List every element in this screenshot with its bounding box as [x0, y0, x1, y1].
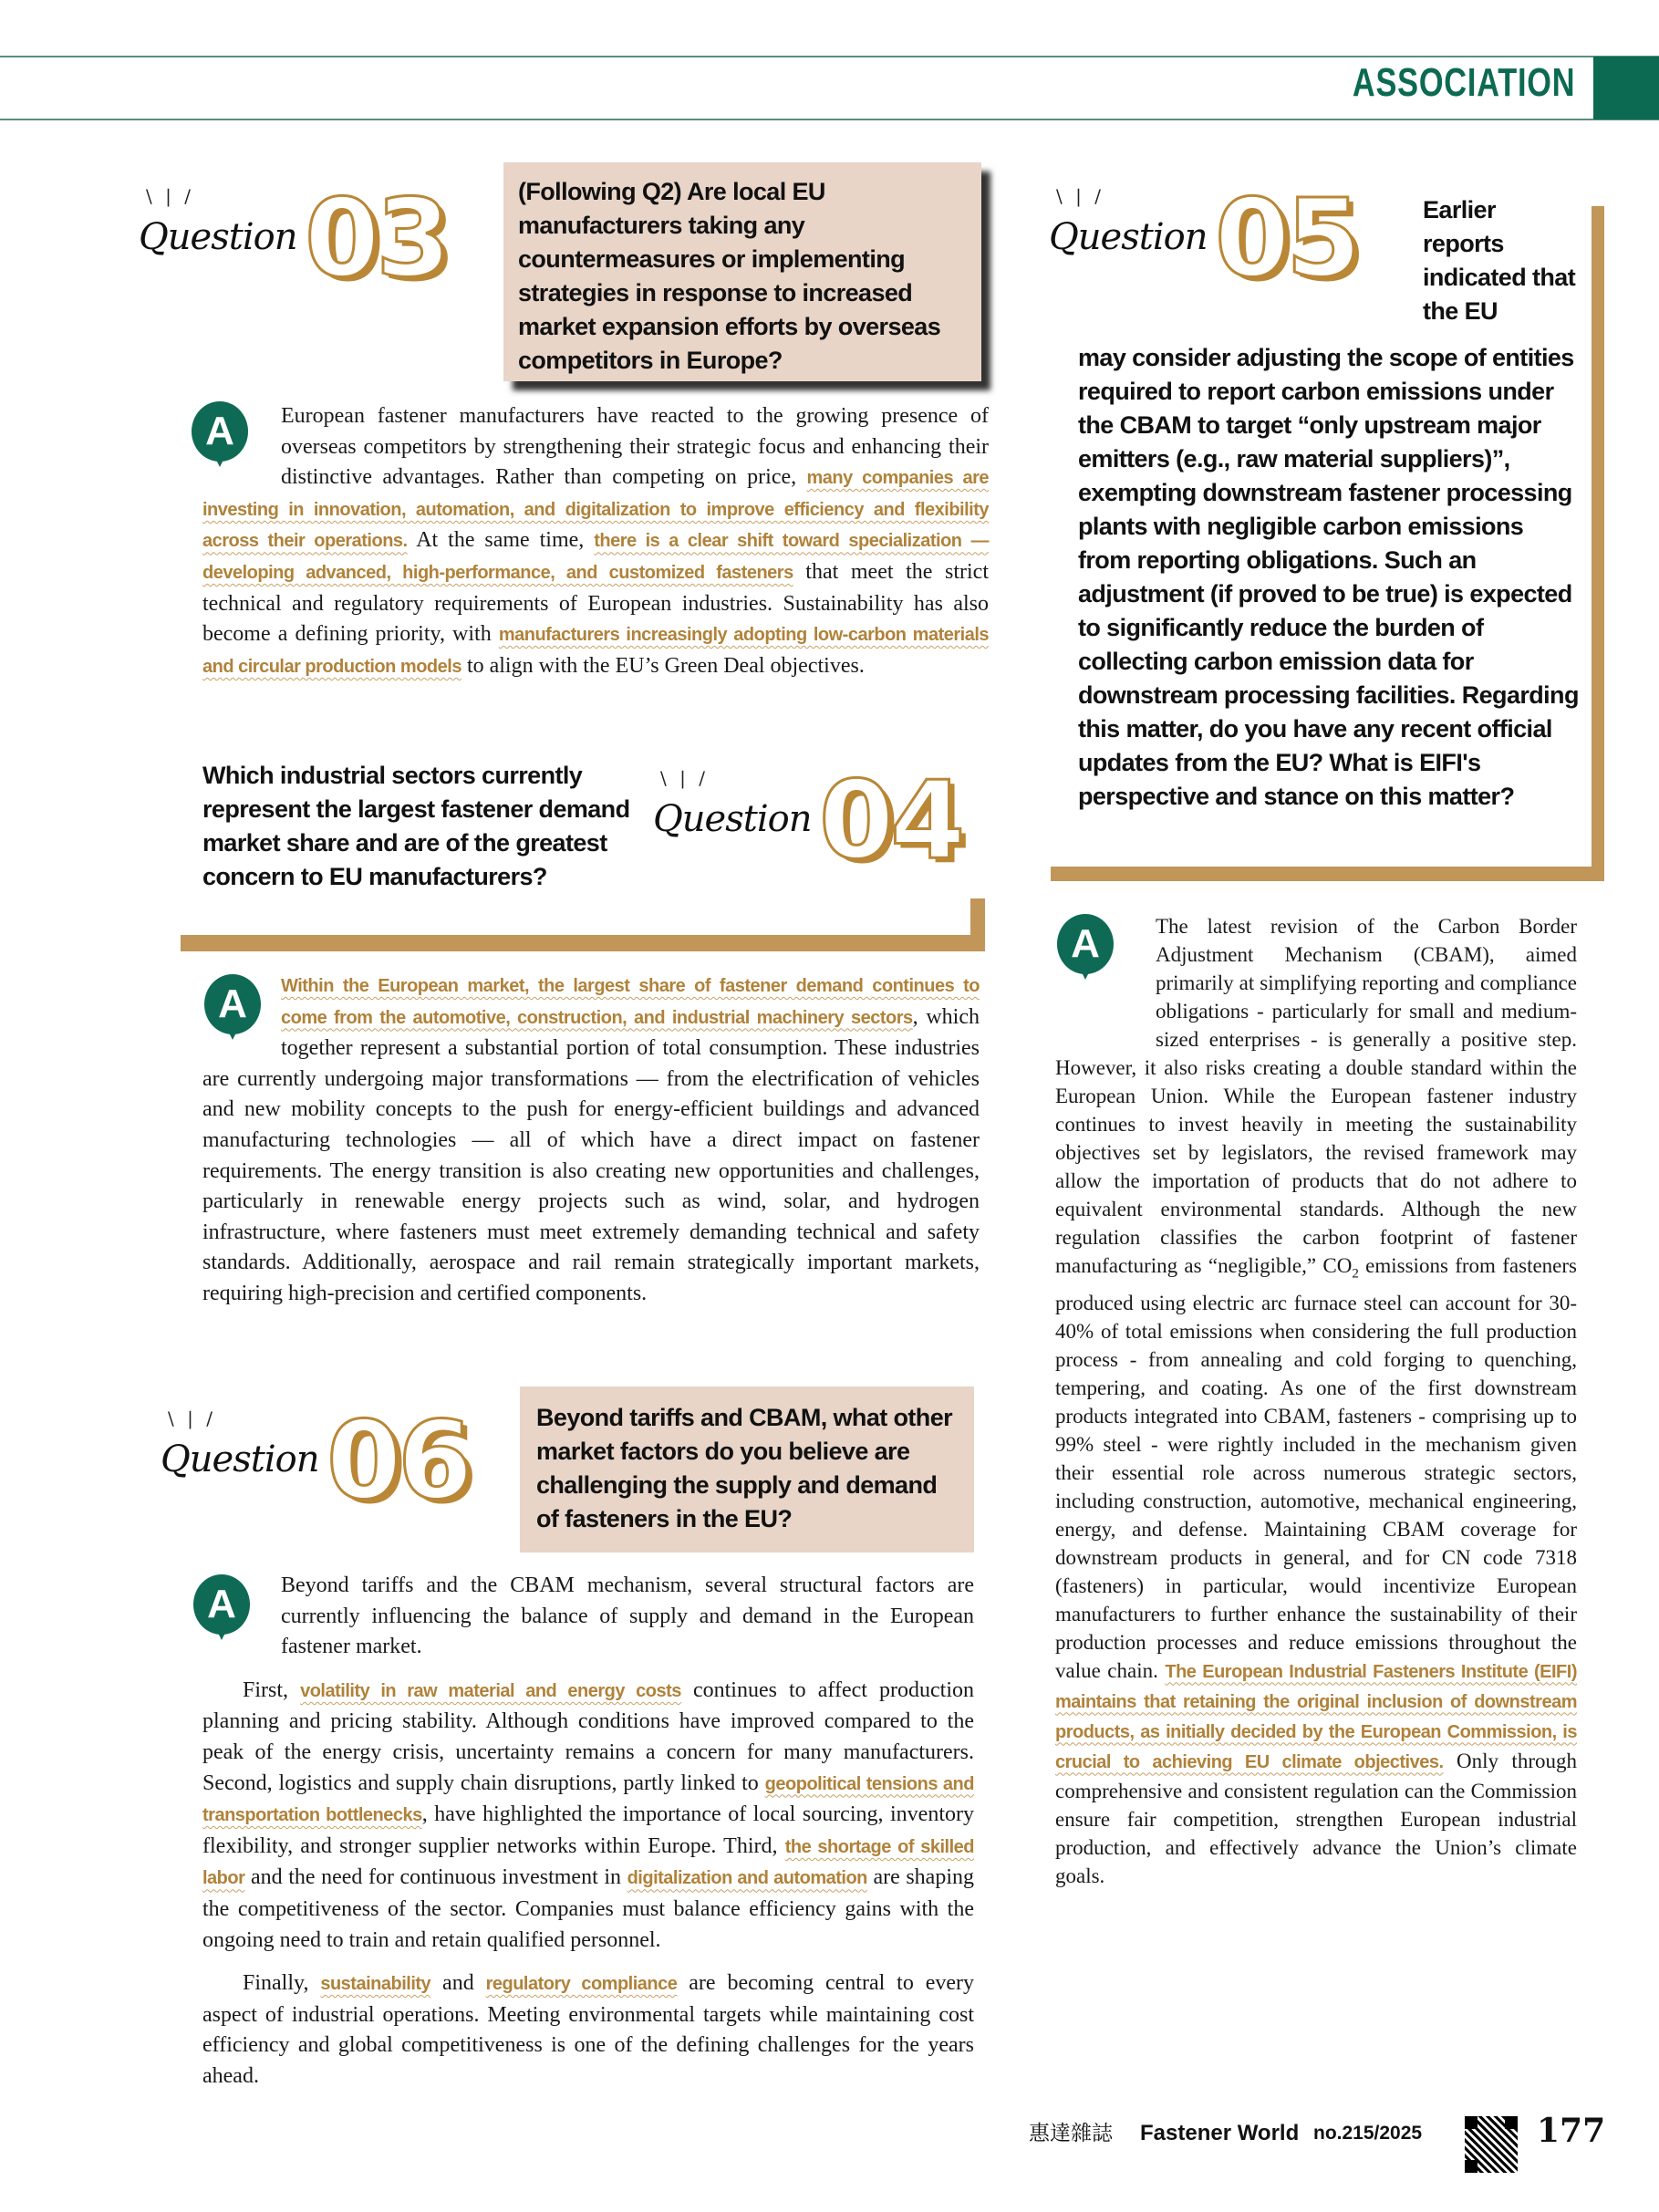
answer-04-badge	[204, 974, 261, 1045]
question-word: Question	[139, 216, 297, 258]
highlighted-phrase: the shortage of skilled labor	[202, 1836, 974, 1889]
body-text: are becoming central to every aspect of industrial operations. Meeting environmental targets while maintaining cost efficiency and global competitiveness is one of the defining challenges for the years ahead.	[202, 1971, 975, 2088]
question-05-lead: Earlier reports indicated that the EU	[1423, 196, 1576, 325]
highlighted-phrase: regulatory compliance	[485, 1974, 678, 1995]
answer-05-badge-slot	[1055, 912, 1156, 1029]
sparkle-ticks-icon: \ | /	[660, 767, 709, 789]
answer-04-badge-slot	[202, 971, 281, 1058]
header-rule-top	[0, 56, 1659, 57]
answer-06-badge	[193, 1574, 250, 1646]
body-text: continues to affect production planning and pricing stability. Although conditions have improved compared to the peak of the energy crisis, uncertainty remains a concern for many manufacturers. Second, logistics and supply chain disruptions, partly linked to	[202, 1677, 974, 1795]
highlighted-phrase: volatility in raw material and energy costs	[300, 1680, 681, 1701]
answer-03-badge-slot	[202, 401, 281, 489]
page-number: 177	[1537, 2112, 1606, 2150]
body-text: are shaping the competitiveness of the sector. Companies must balance efficiency gains with the ongoing need to train and retain qualified personnel.	[202, 1865, 974, 1952]
highlighted-phrase: digitalization and automation	[627, 1868, 867, 1889]
question-04-badge	[653, 755, 981, 892]
highlighted-phrase: many companies are investing in innovation, automation, and digitalization to improve efficiency and flexibility across their operations.	[202, 468, 989, 552]
highlighted-phrase: The European Industrial Fasteners Institute (EIFI) maintains that retaining the original inclusion of downstream products, as initially decided by the European Commission, is crucial to achieving EU climate objectives.	[1055, 1661, 1577, 1772]
answer-06-badge-slot	[202, 1571, 281, 1658]
question-word: Question	[1049, 216, 1208, 258]
question-number: 05	[1215, 175, 1358, 301]
body-text: First,	[243, 1677, 301, 1702]
answer-03-badge	[192, 401, 248, 473]
question-03-box	[503, 162, 981, 381]
answer-letter: A	[205, 409, 234, 453]
body-text: Only through comprehensive and consistent regulation can the Commission ensure fair competition, strengthen European industrial production, and effectively advance the Union’s climate goals.	[1055, 1749, 1577, 1887]
body-text: The latest revision of the Carbon Border Adjustment Mechanism (CBAM), aimed primarily at simplifying reporting and compliance obligations - particularly for small and medium-sized enterprises - is generally a positive step. However, it also risks creating a double standard within the European Union. While the European fastener industry continues to invest heavily in meeting the sustainability objectives set by legislators, the revised framework may allow the importation of products that do not adhere to equivalent environmental standards. Although the new regulation classifies the carbon footprint of fastener manufacturing as “negligible,” CO	[1055, 915, 1577, 1277]
body-text: that meet the strict technical and regulatory requirements of European industries. Sustainability has also become a defining priority, with	[202, 559, 989, 647]
sparkle-ticks-icon: \ | /	[168, 1407, 216, 1429]
qr-code-icon[interactable]	[1463, 2114, 1519, 2175]
answer-04-paragraph	[202, 971, 980, 1310]
question-06-text: Beyond tariffs and CBAM, what other market factors do you believe are challenging the supply and demand of fasteners in the EU?	[536, 1404, 953, 1532]
question-06-badge	[161, 1396, 489, 1532]
answer-letter: A	[218, 981, 247, 1026]
sparkle-ticks-icon: \ | /	[1056, 185, 1104, 207]
body-text: , which together represent a substantial portion of total consumption. These industries are currently undergoing major transformations — from the electrification of vehicles and new mobility concepts to the push for energy-efficient buildings and advanced manufacturing technologies — all of which have a direct impact on fastener requirements. The energy transition is also creating new opportunities and challenges, particularly in renewable energy projects such as wind, solar, and hydrogen infrastructure, where fasteners must meet extremely demanding technical and safety standards. Additionally, aerospace and rail remain strategically important markets, requiring high-precision and certified components.	[202, 1004, 980, 1305]
question-05-text: may consider adjusting the scope of entities required to report carbon emissions under the CBAM to target “only upstream major emitters (e.g., raw material suppliers)”, exempting downstream fastener processing plants with negligible carbon emissions from reporting obligations. Such an adjustment (if proved to be true) is expected to significantly reduce the burden of collecting carbon emission data for downstream processing facilities. Regarding this matter, do you have any recent official updates from the EU? What is EIFI's perspective and stance on this matter?	[1078, 344, 1579, 810]
question-03-badge	[139, 173, 467, 310]
body-text: emissions from fasteners produced using electric arc furnace steel can account for 30-40% of total emissions when considering the full production process - from annealing and cold forging to quenching, tempering, and coating. As one of the first downstream products integrated into CBAM, fasteners - comprising up to 99% steel - were rightly included in the mechanism given their essential role across numerous strategic sectors, including construction, automotive, mechanical engineering, energy, and defense. Maintaining CBAM coverage for downstream products in general, and for CN code 7318 (fasteners) in particular, would incentivize European manufacturers to further enhance the sustainability of their production processes and reduce emissions throughout the value chain.	[1055, 1254, 1577, 1682]
body-text: to align with the EU’s Green Deal objectives.	[461, 653, 865, 678]
subscript: 2	[1352, 1266, 1359, 1282]
answer-06-paragraph-3	[202, 1968, 974, 2092]
section-title: ASSOCIATION	[1352, 60, 1575, 105]
highlighted-phrase: sustainability	[320, 1974, 431, 1995]
sparkle-ticks-icon: \ | /	[146, 185, 194, 207]
answer-03-text	[202, 401, 989, 682]
body-text: European fastener manufacturers have reacted to the growing presence of overseas competitors by strengthening their strategic focus and enhancing their distinctive advantages. Rather than competing on price,	[281, 404, 989, 490]
highlighted-phrase: there is a clear shift toward specialization — developing advanced, high-performance, and customized fasteners	[202, 531, 989, 583]
footer-magazine-name: Fastener World	[1140, 2121, 1300, 2145]
question-number: 03	[305, 175, 448, 301]
question-number: 04	[819, 757, 962, 883]
highlighted-phrase: manufacturers increasingly adopting low-carbon materials and circular production models	[202, 625, 990, 677]
question-word: Question	[653, 798, 812, 840]
answer-06-intro: Beyond tariffs and the CBAM mechanism, several structural factors are currently influencing the balance of supply and demand in the European fastener market.	[281, 1573, 974, 1659]
answer-05-text	[1055, 912, 1577, 1890]
question-05-badge	[1049, 173, 1377, 310]
answer-03-paragraph	[202, 401, 989, 682]
answer-05-badge	[1057, 914, 1114, 985]
question-05-frame-right	[1592, 206, 1604, 881]
answer-letter: A	[1071, 921, 1100, 966]
question-05-frame-bottom	[1051, 867, 1604, 881]
answer-06-text	[202, 1571, 974, 2093]
question-number: 06	[327, 1397, 470, 1523]
body-text: and	[430, 1971, 486, 1996]
question-03-text: (Following Q2) Are local EU manufacturers taking any countermeasures or implementing strategies in response to increased market expansion efforts by overseas competitors in Europe?	[518, 178, 941, 374]
question-04-text: Which industrial sectors currently represent the largest fastener demand market share and are of the greatest concern to EU manufacturers?	[202, 762, 630, 890]
header-rule-bottom	[0, 119, 1659, 120]
answer-04-text	[202, 971, 980, 1310]
footer-issue: no.215/2025	[1313, 2123, 1423, 2144]
footer-chinese-title: 惠達雜誌	[1029, 2122, 1113, 2145]
question-06-box	[520, 1386, 974, 1553]
section-tab-block	[1593, 57, 1659, 119]
highlighted-phrase: geopolitical tensions and transportation bottlenecks	[202, 1773, 974, 1826]
answer-05-paragraph	[1055, 912, 1577, 1890]
question-word: Question	[161, 1438, 319, 1480]
body-text: , have highlighted the importance of local sourcing, inventory flexibility, and stronger supplier networks within Europe. Third,	[202, 1802, 974, 1858]
question-04-frame-bottom	[181, 935, 985, 951]
highlighted-phrase: Within the European market, the largest share of fastener demand continues to come from the automotive, construction, and industrial machinery sectors	[281, 976, 980, 1028]
answer-letter: A	[207, 1582, 236, 1626]
question-04-frame-right	[970, 898, 985, 951]
body-text: and the need for continuous investment in	[244, 1865, 627, 1890]
answer-06-paragraph-2	[202, 1676, 974, 1956]
body-text: Finally,	[243, 1971, 321, 1996]
body-text: At the same time,	[407, 528, 595, 553]
